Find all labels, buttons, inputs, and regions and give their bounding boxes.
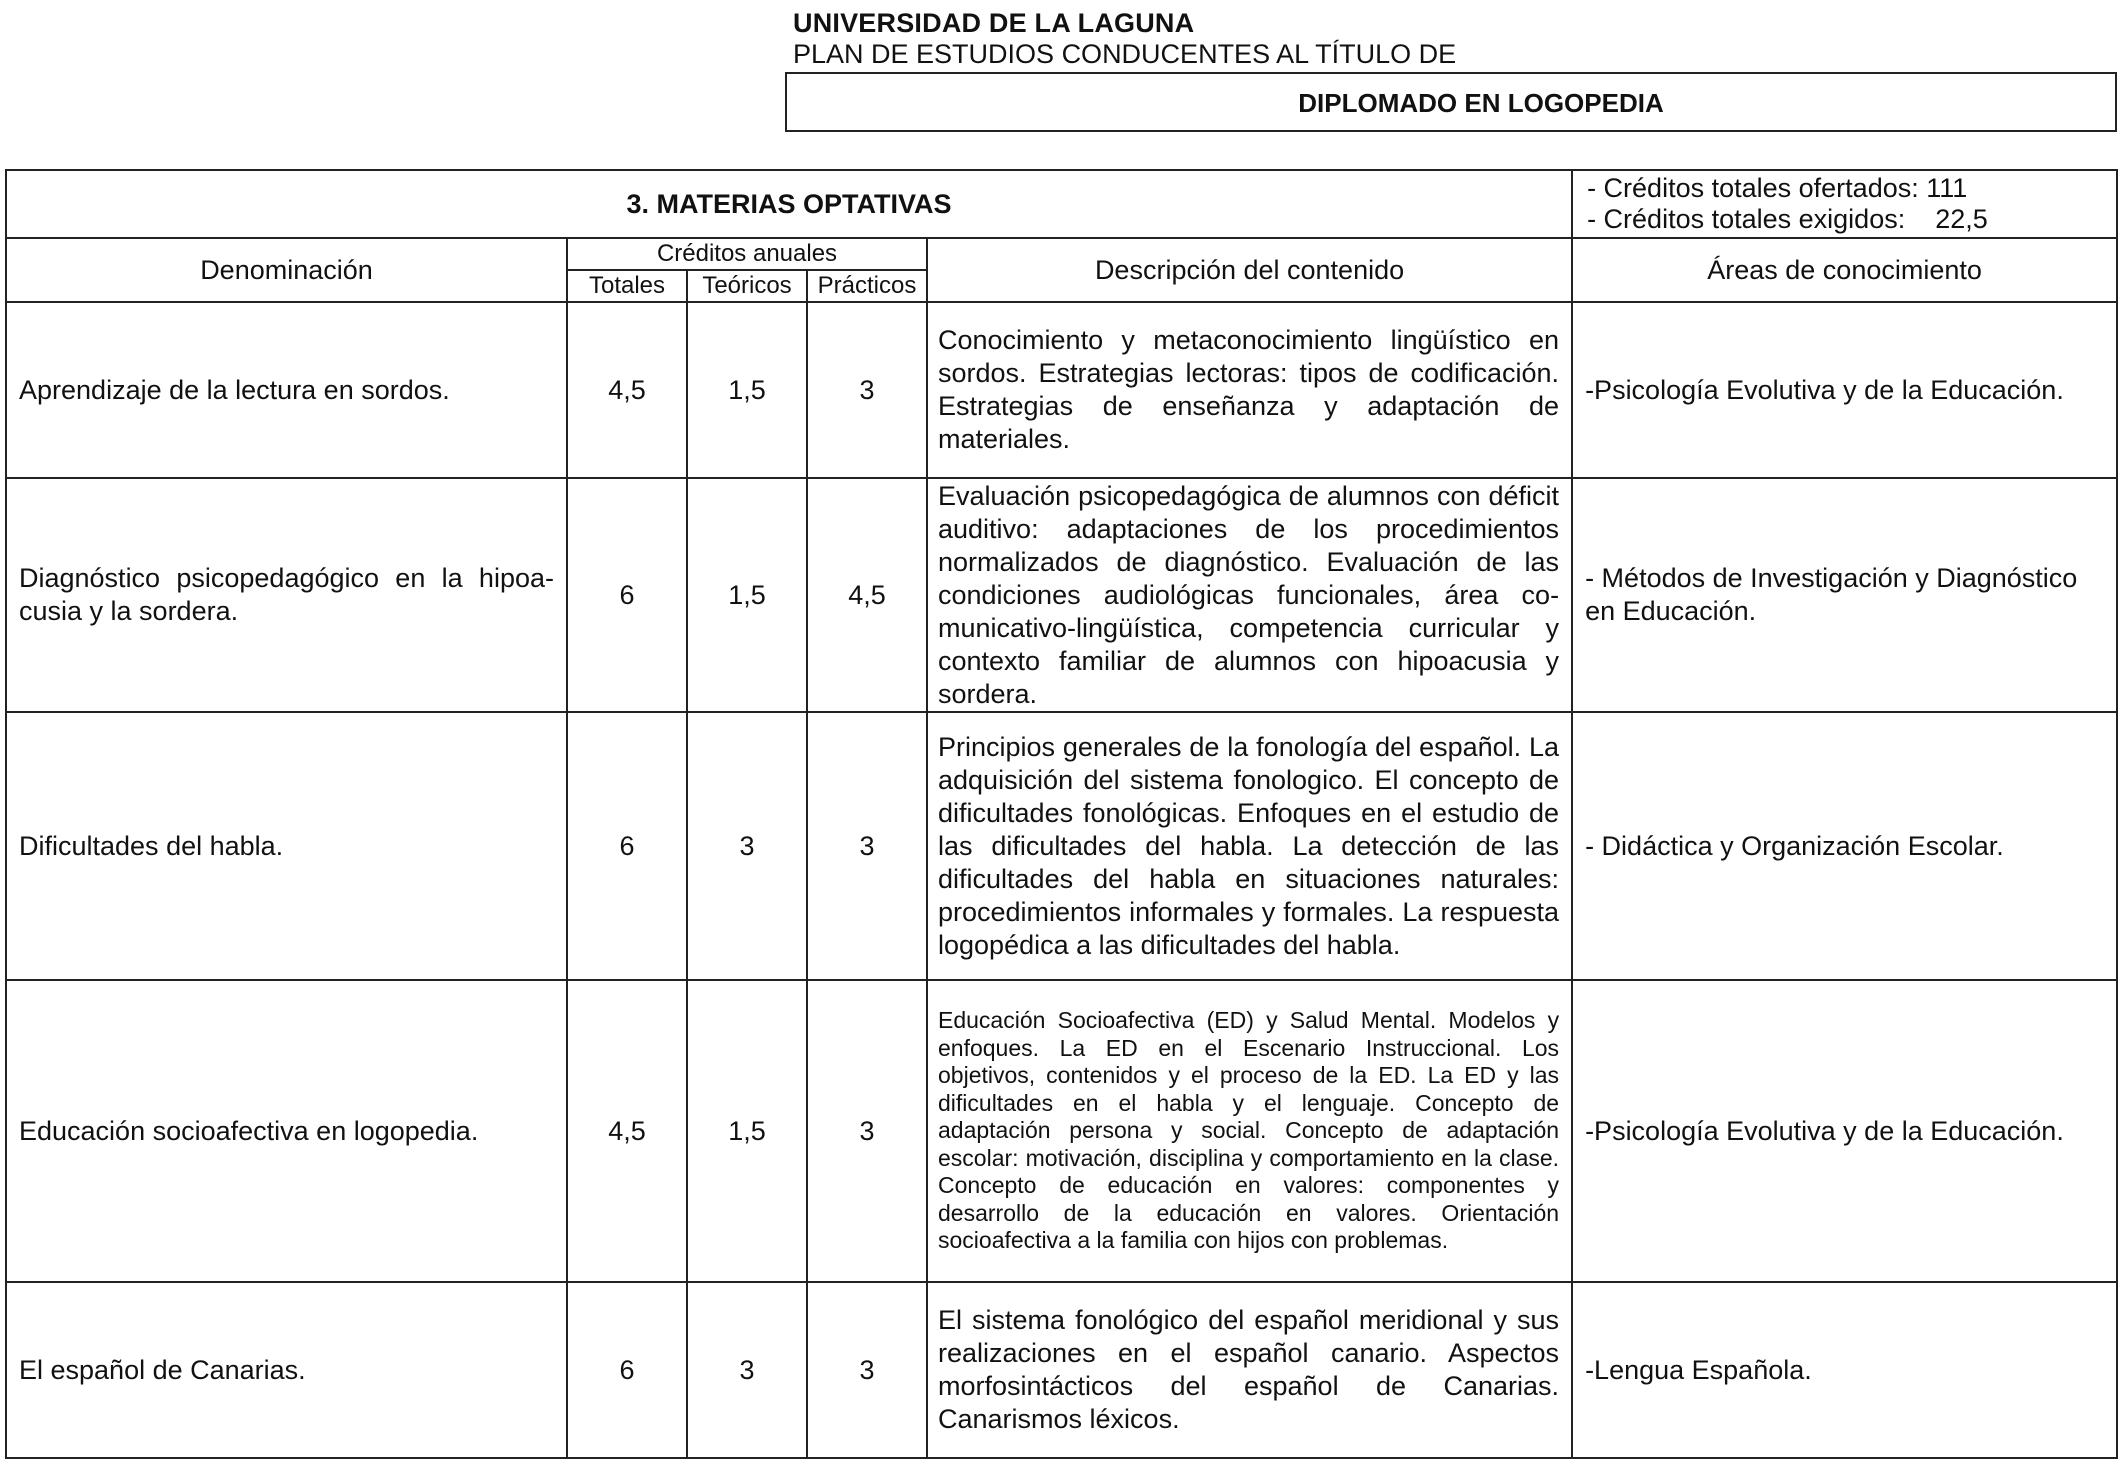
- column-header-row: [6, 238, 2117, 270]
- col-header-denominacion: Denominación: [6, 238, 567, 302]
- credits-practicos: 4,5: [807, 478, 927, 712]
- col-header-creditos: Créditos anuales: [567, 238, 927, 270]
- credits-totales: 6: [567, 478, 687, 712]
- plan-title: PLAN DE ESTUDIOS CONDUCENTES AL TÍTULO DE: [793, 39, 1457, 69]
- course-description: Principios generales de la fonología del español. La adquisición del sistema fonologico. El concepto de dificultades fonológicas. Enfoques en el estudio de las dificultades del habla. La detección de las dificultades del habla en situaciones naturales: procedimientos informales y formales. La respuesta logopédica a las dificultades del habla.: [927, 712, 1572, 980]
- credits-teoricos: 1,5: [687, 478, 807, 712]
- credits-totales: 6: [567, 1282, 687, 1458]
- col-header-areas: Áreas de conocimiento: [1572, 238, 2117, 302]
- knowledge-area: - Métodos de Investigación y Diagnóstico en Educación.: [1572, 478, 2117, 712]
- credits-teoricos: 3: [687, 712, 807, 980]
- course-description: El sistema fonológico del español meridional y sus realizaciones en el español canario. Aspectos morfosintácticos del español de Canarias. Canarismos léxicos.: [927, 1282, 1572, 1458]
- credits-totales: 6: [567, 712, 687, 980]
- credits-totales: 4,5: [567, 302, 687, 478]
- credits-practicos: 3: [807, 1282, 927, 1458]
- course-name: Diagnóstico psicopedagógico en la hipoacusia y la sordera.: [6, 478, 567, 712]
- knowledge-area: - Didáctica y Organización Escolar.: [1572, 712, 2117, 980]
- credits-practicos: 3: [807, 980, 927, 1282]
- credits-practicos: 3: [807, 712, 927, 980]
- course-name: Aprendizaje de la lectura en sordos.: [6, 302, 567, 478]
- credits-teoricos: 1,5: [687, 980, 807, 1282]
- knowledge-area: -Psicología Evolutiva y de la Educación.: [1572, 302, 2117, 478]
- document-header: [793, 8, 1456, 70]
- col-header-practicos: Prácticos: [807, 270, 927, 302]
- section-header-row: [6, 170, 2117, 238]
- course-name: Dificultades del habla.: [6, 712, 567, 980]
- course-description: Evaluación psicopedagógica de alumnos con déficit auditivo: adaptaciones de los procedimientos normalizados de diagnóstico. Evaluación de las condiciones audiológicas funcionales, área comunicativo-lingüística, competencia curricular y contexto familiar de alumnos con hipoacusia y sordera.: [927, 478, 1572, 712]
- credits-totales: 4,5: [567, 980, 687, 1282]
- table-row: [6, 980, 2117, 1282]
- course-description: Conocimiento y metaconocimiento lingüístico en sordos. Estrategias lectoras: tipos de codificación. Estrategias de enseñanza y adaptación de materiales.: [927, 302, 1572, 478]
- table-row: [6, 1282, 2117, 1458]
- course-description: Educación Socioafectiva (ED) y Salud Mental. Modelos y enfoques. La ED en el Escenario Instruccional. Los objetivos, contenidos y el proceso de la ED. La ED y las dificultades en el habla y el lenguaje. Concepto de adaptación persona y social. Concepto de adaptación escolar: motivación, disciplina y comportamiento en la clase. Concepto de educación en valores: componentes y desarrollo de la educación en valores. Orientación socioafectiva a la familia con hijos con problemas.: [927, 980, 1572, 1282]
- credits-teoricos: 1,5: [687, 302, 807, 478]
- course-name: El español de Canarias.: [6, 1282, 567, 1458]
- col-header-descripcion: Descripción del contenido: [927, 238, 1572, 302]
- courses-table: [5, 169, 2118, 1459]
- table-row: [6, 712, 2117, 980]
- knowledge-area: -Lengua Española.: [1572, 1282, 2117, 1458]
- knowledge-area: -Psicología Evolutiva y de la Educación.: [1572, 980, 2117, 1282]
- credits-required: - Créditos totales exigidos: 22,5: [1587, 204, 1988, 234]
- credits-summary: [1572, 170, 2117, 238]
- credits-teoricos: 3: [687, 1282, 807, 1458]
- table-row: [6, 302, 2117, 478]
- credits-practicos: 3: [807, 302, 927, 478]
- credits-offered: - Créditos totales ofertados: 111: [1587, 173, 1968, 203]
- degree-box: [785, 72, 2117, 132]
- course-name: Educación socioafectiva en logopedia.: [6, 980, 567, 1282]
- section-title: 3. MATERIAS OPTATIVAS: [6, 170, 1572, 238]
- col-header-totales: Totales: [567, 270, 687, 302]
- col-header-teoricos: Teóricos: [687, 270, 807, 302]
- degree-title: DIPLOMADO EN LOGOPEDIA: [1298, 88, 1664, 118]
- table-row: [6, 478, 2117, 712]
- university-name: UNIVERSIDAD DE LA LAGUNA: [793, 8, 1195, 38]
